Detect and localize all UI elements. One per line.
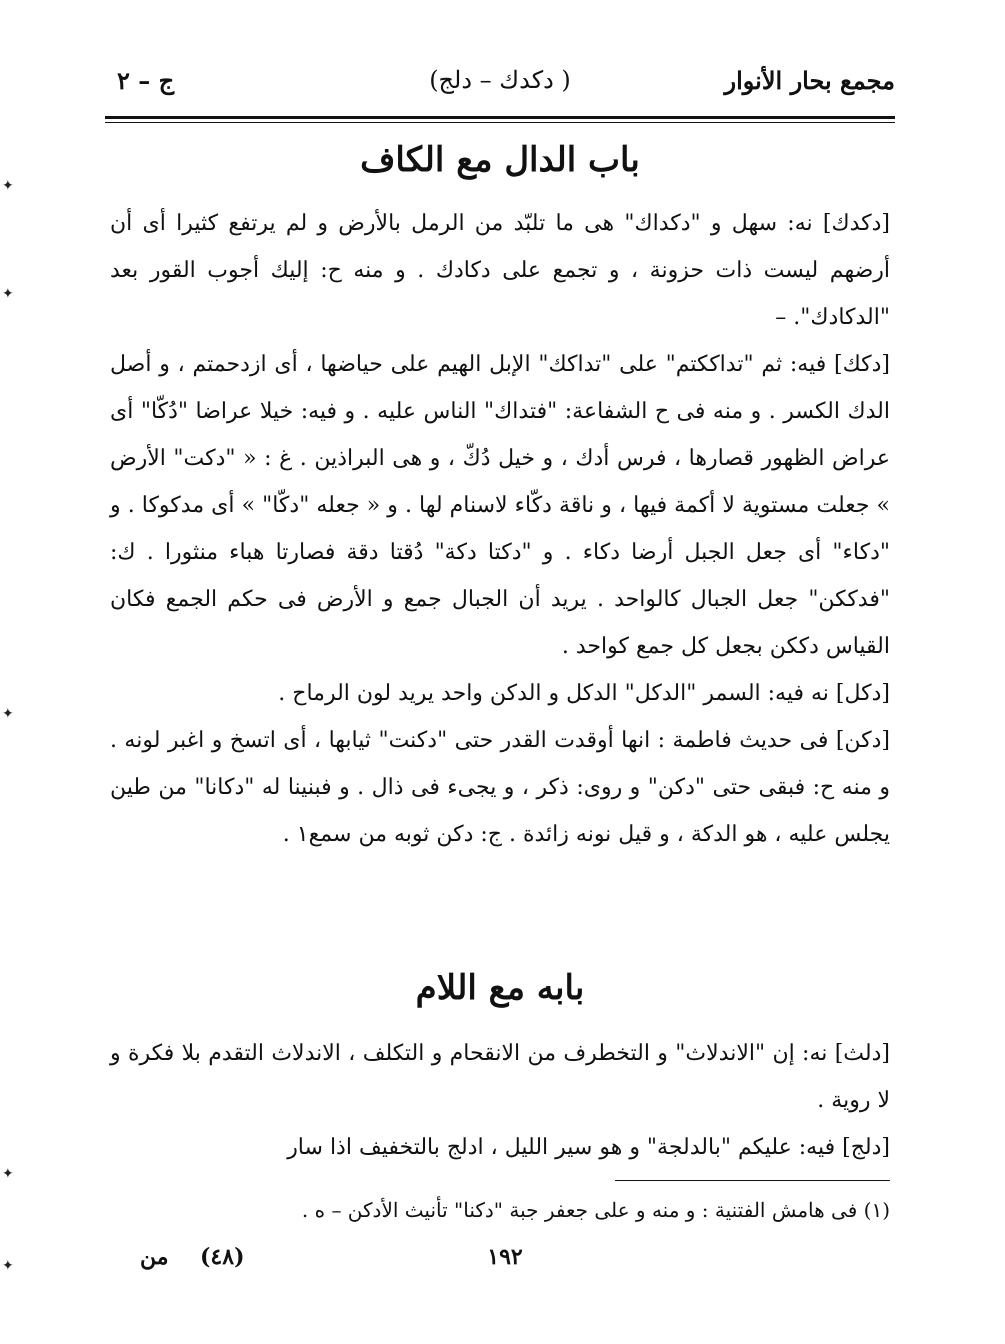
entry-paragraph: [دكدك] نه: سهل و "دكداك" هى ما تلبّد من الرمل بالأرض و لم يرتفع كثيرا أى أن أرضهم ليست ذات حزونة ، و تجمع على دكادك . و منه ح: إليك أجوب القور بعد "الدكادك". –: [110, 211, 890, 330]
catchword: من: [140, 1244, 169, 1270]
entry-paragraph: [دكن] فى حديث فاطمة : انها أوقدت القدر حتى "دكنت" ثيابها ، أى اتسخ و اغبر لونه . و منه ح: فبقى حتى "دكن" و روى: ذكر ، و يجىء فى ذال . و فبنينا له "دكانا" من طين يجلس عليه ، هو الدكة ، و قيل نونه زائدة . ج: دكن ثوبه من سمع١ .: [110, 728, 891, 847]
header-rule: [105, 116, 895, 119]
margin-mark: ✦: [2, 1258, 14, 1274]
section-body: [110, 200, 890, 858]
entry-range: ( دكدك – دلج): [429, 66, 571, 94]
page-footer: [120, 1240, 890, 1280]
footnote-rule: [615, 1180, 890, 1181]
entry-paragraph: [دكك] فيه: ثم "تداككتم" على "تداكك" الإبل الهيم على حياضها ، أى ازدحمتم ، و أصل الدك الكسر . و منه فى ح الشفاعة: "فتداك" الناس عليه . و فيه: خيلا عراضا "دُكّا" أى عراض الظهور قصارها ، فرس أدك ، و خيل دُكّ ، و هى البراذين . غ : « "دكت" الأرض » جعلت مستوية لا أكمة فيها ، و ناقة دكّاء لاسنام لها . و « جعله "دكّا" » أى مدكوكا . و "دكاء" أى جعل الجبل أرضا دكاء . و "دكتا دكة" دُقتا دقة فصارتا هباء منثورا . ك: "فدككن" جعل الجبال كالواحد . يريد أن الجبال جمع و الأرض فى حكم الجمع فكان القياس دككن بجعل كل جمع كواحد .: [110, 352, 890, 659]
margin-mark: ✦: [2, 1166, 14, 1182]
section-body: [110, 1030, 890, 1171]
section-title: بابه مع اللام: [415, 968, 585, 1008]
entry-paragraph: [دلث] نه: إن "الاندلاث" و التخطرف من الانقحام و التكلف ، الاندلاث التقدم بلا فكرة و لا روية .: [110, 1041, 890, 1113]
entry-paragraph: [دلج] فيه: عليكم "بالدلجة" و هو سير الليل ، ادلج بالتخفيف اذا سار: [287, 1135, 890, 1160]
book-title: مجمع بحار الأنوار: [724, 66, 895, 95]
volume-label: ج – ٢: [117, 66, 175, 95]
page-number: ١٩٢: [487, 1244, 523, 1270]
footnote: (١) فى هامش الفتنية : و منه و على جعفر جبة "دكنا" تأنيث الأدكن – ه .: [301, 1198, 890, 1222]
section-title: باب الدال مع الكاف: [360, 140, 640, 180]
margin-mark: ✦: [2, 178, 14, 194]
entry-paragraph: [دكل] نه فيه: السمر "الدكل" الدكل و الدكن واحد يريد لون الرماح .: [278, 681, 890, 706]
margin-mark: ✦: [2, 286, 14, 302]
margin-mark: ✦: [2, 706, 14, 722]
header-rule-thin: [105, 122, 895, 123]
running-header: [105, 62, 895, 108]
signature-mark: (٤٨): [200, 1244, 245, 1270]
